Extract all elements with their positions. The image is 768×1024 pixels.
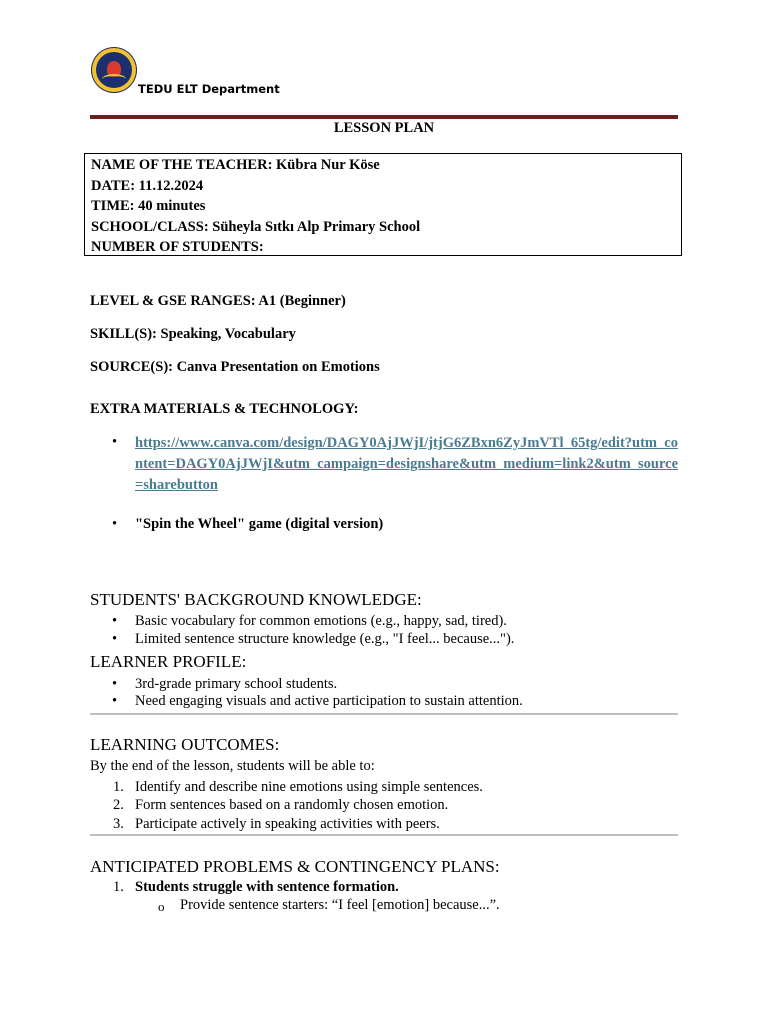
- number-of-students: NUMBER OF STUDENTS:: [91, 239, 264, 256]
- problem-number: 1.: [113, 879, 124, 895]
- game-item: "Spin the Wheel" game (digital version): [135, 516, 384, 532]
- bullet-icon: •: [112, 693, 118, 709]
- materials-heading: EXTRA MATERIALS & TECHNOLOGY:: [90, 401, 359, 417]
- skills: SKILL(S): Speaking, Vocabulary: [90, 326, 296, 342]
- header-rule: [90, 115, 678, 119]
- document-title: LESSON PLAN: [333, 120, 435, 136]
- background-item: Basic vocabulary for common emotions (e.g., happy, sad, tired).: [135, 613, 507, 629]
- outcome-item: Identify and describe nine emotions using simple sentences.: [135, 779, 483, 795]
- background-heading: STUDENTS' BACKGROUND KNOWLEDGE:: [90, 590, 422, 609]
- canva-link[interactable]: https://www.canva.com/design/DAGY0AjJWjI/jtjG6ZBxn6ZyJmVTl_65tg/edit?utm_content=DAGY0AjJWjI&utm_campaign=designshare&utm_medium=link2&utm_source=sharebutton: [135, 435, 679, 493]
- bullet-icon: •: [112, 434, 118, 450]
- department-name: TEDU ELT Department: [138, 82, 280, 96]
- problem-item: Students struggle with sentence formation.: [135, 879, 399, 895]
- sub-bullet-icon: o: [158, 899, 165, 914]
- outcomes-heading: LEARNING OUTCOMES:: [90, 735, 280, 754]
- contingency-plan: Provide sentence starters: “I feel [emotion] because...”.: [180, 897, 500, 913]
- outcome-number: 2.: [113, 797, 124, 813]
- outcome-number: 1.: [113, 779, 124, 795]
- teacher-name: NAME OF THE TEACHER: Kübra Nur Köse: [91, 157, 380, 173]
- outcome-item: Form sentences based on a randomly chosen emotion.: [135, 797, 449, 813]
- outcomes-intro: By the end of the lesson, students will be able to:: [90, 758, 375, 774]
- school-class: SCHOOL/CLASS: Süheyla Sıtkı Alp Primary School: [91, 218, 421, 235]
- bullet-icon: •: [112, 631, 118, 647]
- bullet-icon: •: [112, 676, 118, 692]
- profile-heading: LEARNER PROFILE:: [90, 652, 247, 671]
- info-box: [84, 153, 682, 256]
- profile-item: 3rd-grade primary school students.: [135, 676, 338, 692]
- section-divider: [90, 713, 678, 715]
- problems-heading: ANTICIPATED PROBLEMS & CONTINGENCY PLANS:: [90, 857, 500, 876]
- tedu-logo-icon: [91, 47, 137, 93]
- level-gse: LEVEL & GSE RANGES: A1 (Beginner): [90, 293, 346, 309]
- section-divider: [90, 834, 678, 836]
- lesson-date: DATE: 11.12.2024: [91, 177, 204, 194]
- outcome-item: Participate actively in speaking activities with peers.: [135, 816, 440, 832]
- bullet-icon: •: [112, 516, 118, 532]
- sources: SOURCE(S): Canva Presentation on Emotions: [90, 359, 380, 375]
- outcome-number: 3.: [113, 816, 124, 832]
- profile-item: Need engaging visuals and active participation to sustain attention.: [135, 693, 523, 709]
- bullet-icon: •: [112, 613, 118, 629]
- background-item: Limited sentence structure knowledge (e.g., "I feel... because...").: [135, 631, 515, 647]
- lesson-time: TIME: 40 minutes: [91, 198, 206, 215]
